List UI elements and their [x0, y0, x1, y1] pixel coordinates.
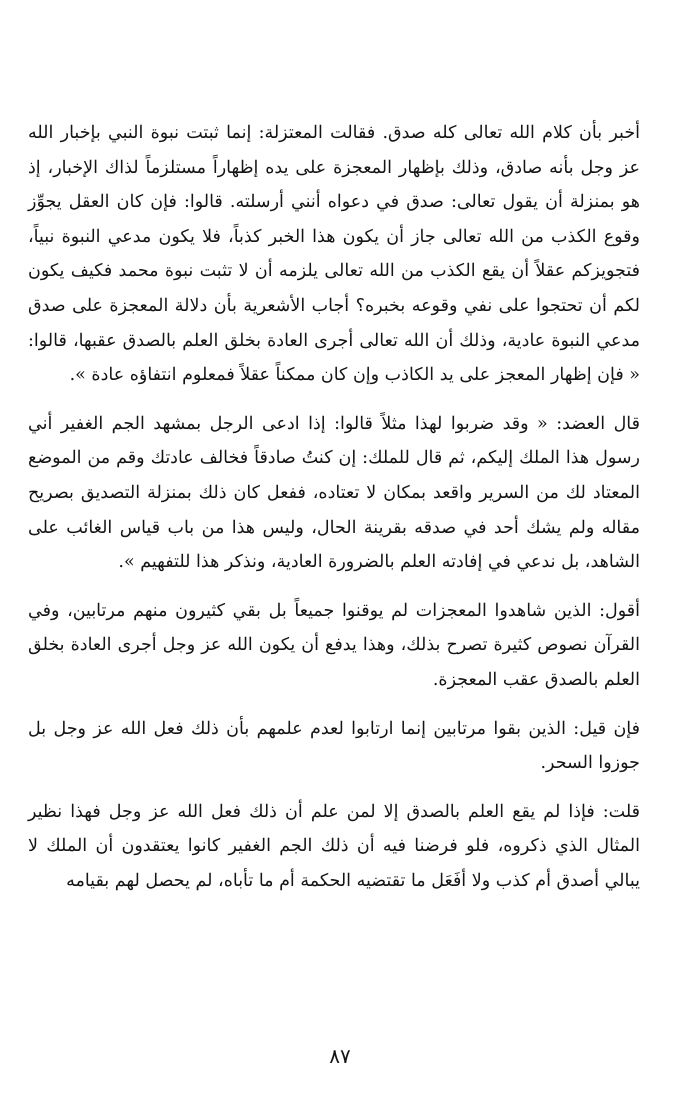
paragraph-3: أقول: الذين شاهدوا المعجزات لم يوقنوا جميعاً بل بقي كثيرون منهم مرتابين، وفي القرآن نصوص كثيرة تصرح بذلك، وهذا يدفع أن يكون الله عز وجل أجرى العادة بخلق العلم بالصدق عقب المعجزة.: [28, 600, 640, 690]
paragraph-1: أخبر بأن كلام الله تعالى كله صدق. فقالت المعتزلة: إنما ثبتت نبوة النبي بإخبار الله عز وجل بأنه صادق، وذلك بإظهار المعجزة على يده إظهاراً مستلزماً لذاك الإخبار، إذ هو بمنزلة أن يقول تعالى: صدق في دعواه أنني أرسلته. قالوا: فإن كان العقل يجوِّز وقوع الكذب من الله تعالى جاز أن يكون هذا الخبر كذباً، فلا يكون مدعي النبوة نبياً، فتجويزكم عقلاً أن يقع الكذب من الله تعالى يلزمه أن لا تثبت نبوة محمد فكيف يكون لكم أن تحتجوا على نفي وقوعه بخبره؟ أجاب الأشعرية بأن دلالة المعجزة على صدق مدعي النبوة عادية، وذلك أن الله تعالى أجرى العادة بخلق العلم بالصدق عقبها، قالوا: « فإن إظهار المعجز على يد الكاذب وإن كان ممكناً عقلاً فمعلوم انتفاؤه عادة ».: [28, 123, 640, 386]
book-page-body: [28, 116, 640, 898]
paragraph-5: قلت: فإذا لم يقع العلم بالصدق إلا لمن علم أن ذلك فعل الله عز وجل فهذا نظير المثال الذي ذكروه، فلو فرضنا فيه أن ذلك الجم الغفير كانوا يعتقدون أن الملك لا يبالي أصدق أم كذب ولا أفَعَل ما تقتضيه الحكمة أم ما تأباه، لم يحصل لهم بقيامه: [28, 801, 640, 891]
paragraph-4: فإن قيل: الذين بقوا مرتابين إنما ارتابوا لعدم علمهم بأن ذلك فعل الله عز وجل بل جوزوا السحر.: [28, 718, 640, 774]
paragraph-2: قال العضد: « وقد ضربوا لهذا مثلاً قالوا: إذا ادعى الرجل بمشهد الجم الغفير أني رسول هذا الملك إليكم، ثم قال للملك: إن كنتُ صادقاً فخالف عادتك وقم من الموضع المعتاد لك من السرير واقعد بمكان لا تعتاده، ففعل كان ذلك بمنزلة التصديق بصريح مقاله ولم يشك أحد في صدقه بقرينة الحال، وليس هذا من باب قياس الغائب على الشاهد، بل ندعي في إفادته العلم بالضرورة العادية، ونذكر هذا للتفهيم ».: [28, 413, 640, 573]
page-number: ٨٧: [329, 1044, 351, 1068]
